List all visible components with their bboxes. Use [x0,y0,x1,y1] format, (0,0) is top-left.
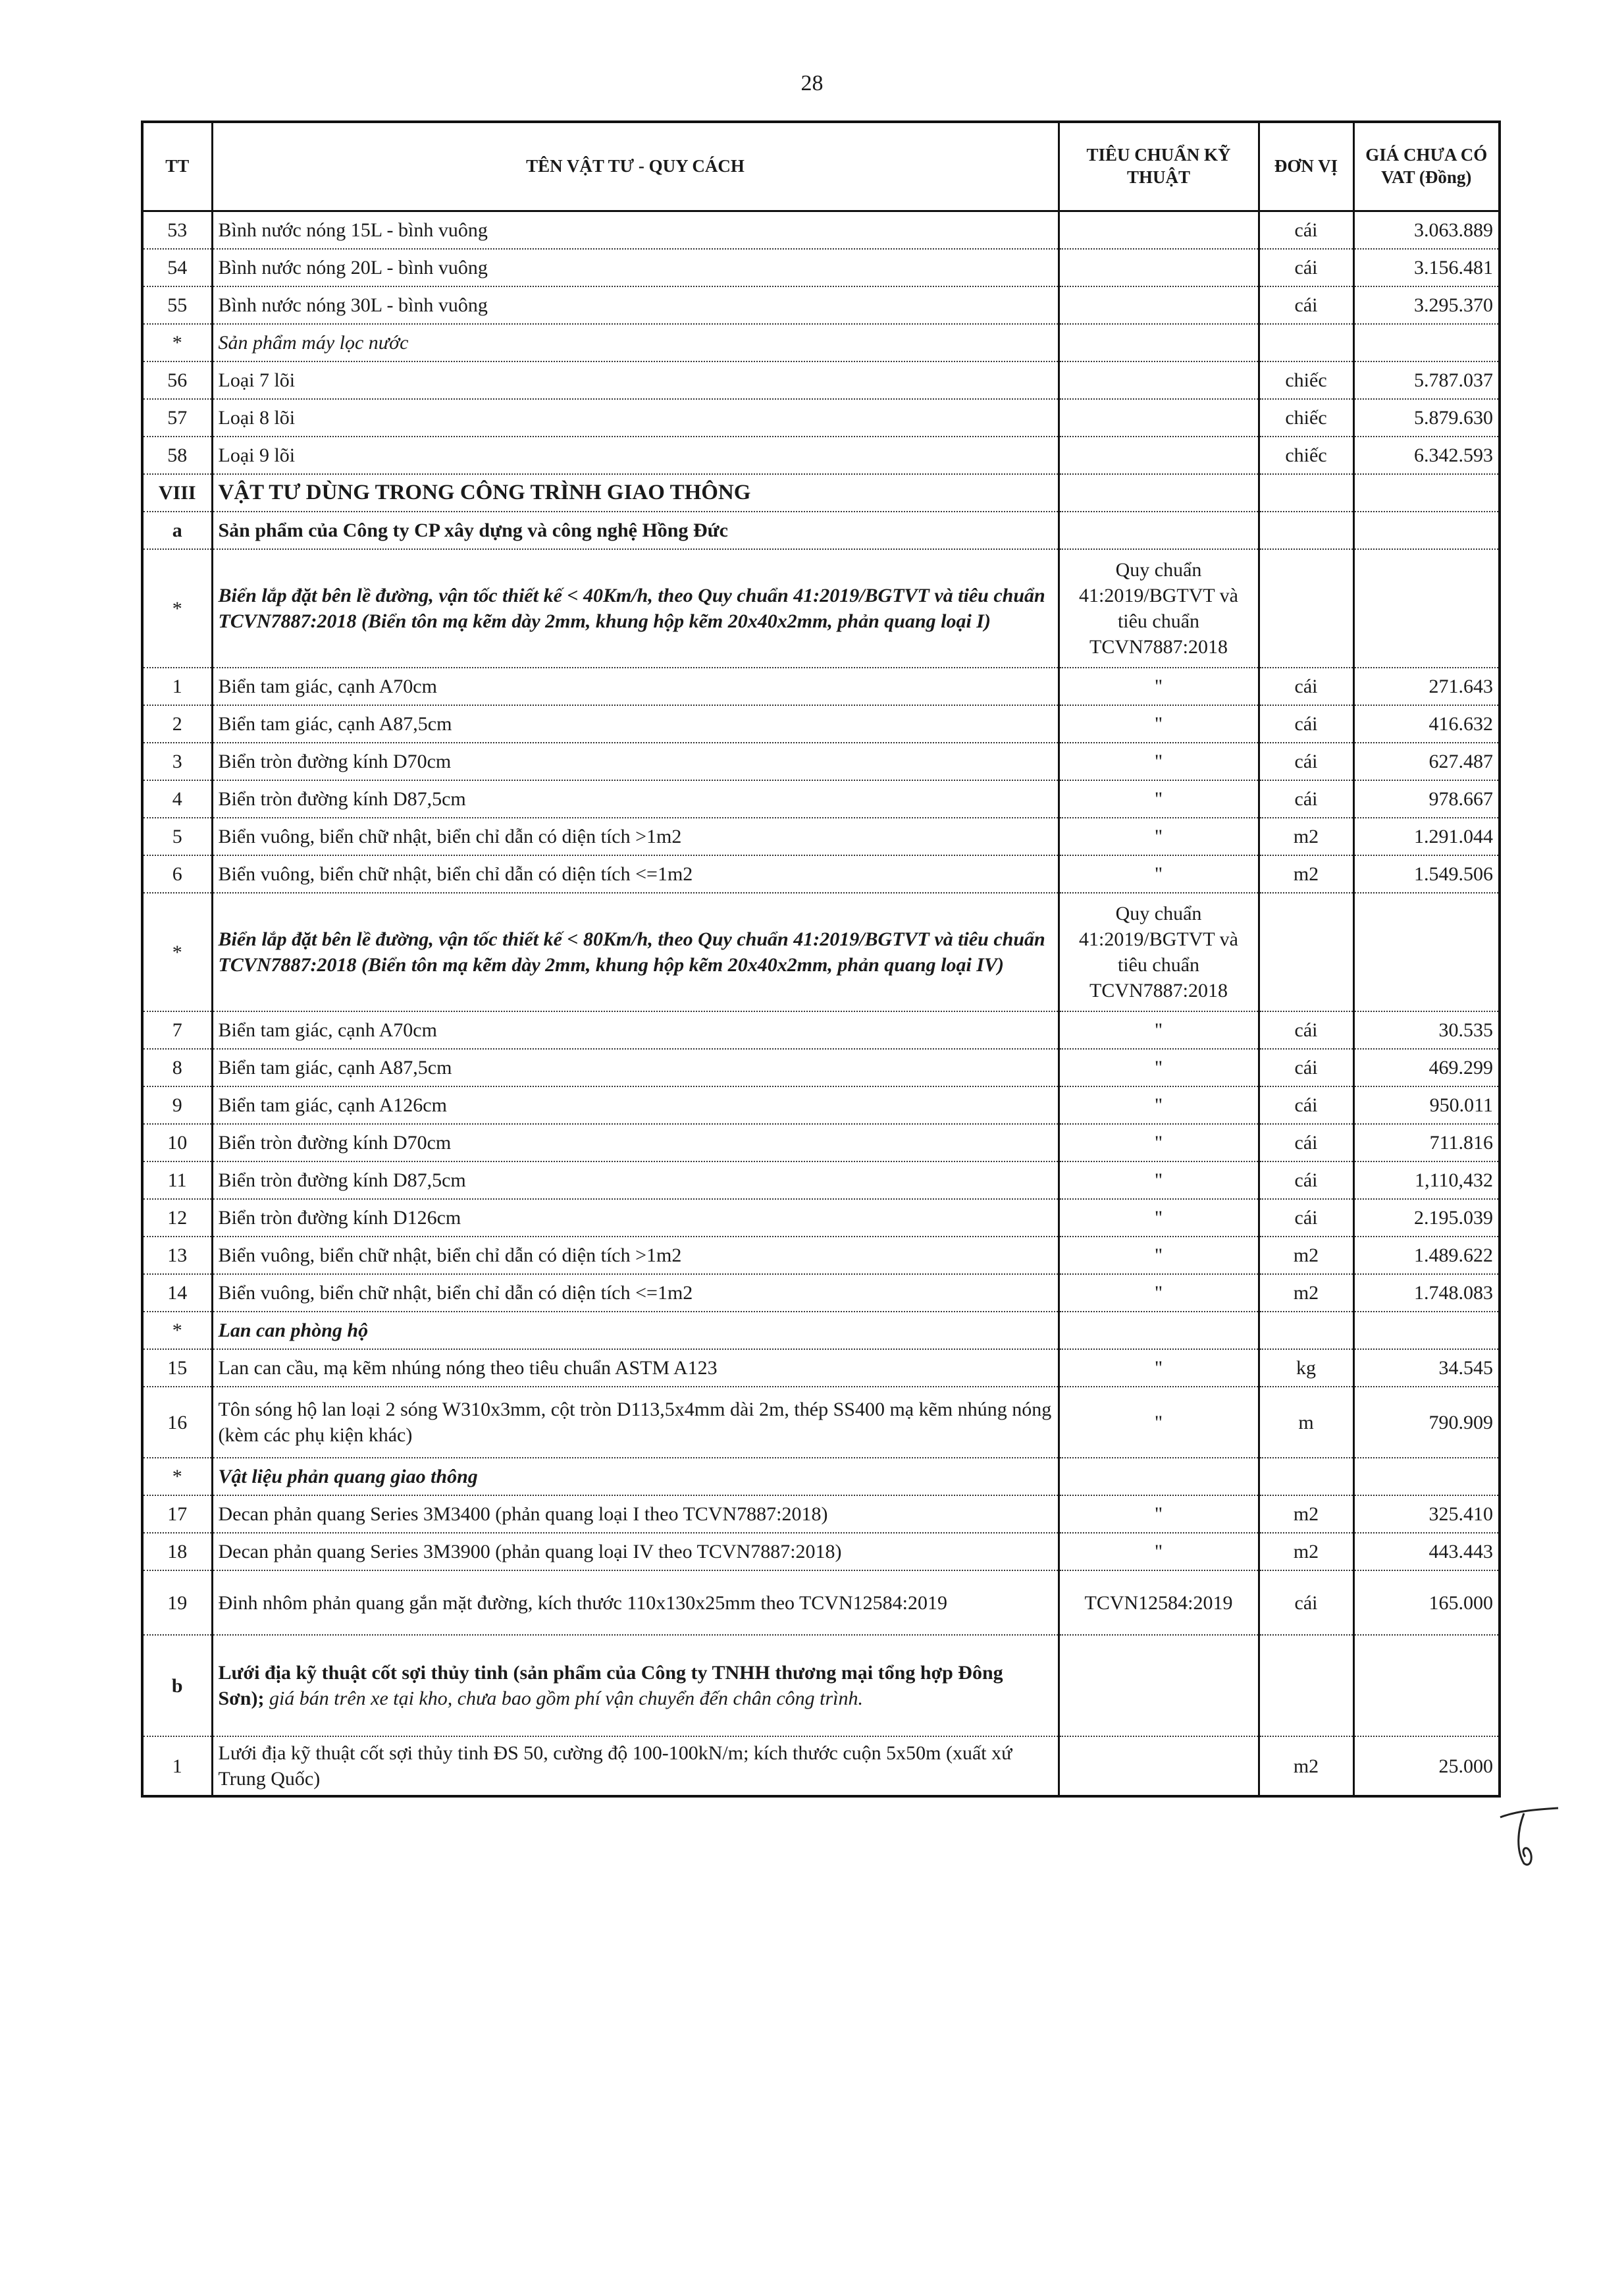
cell-tt: 1 [142,1736,212,1796]
table-row [142,1387,1500,1458]
cell-unit: cái [1259,743,1353,780]
group-row [142,1458,1500,1495]
cell-price: 2.195.039 [1353,1199,1500,1237]
cell-unit: kg [1259,1349,1353,1387]
subsection-row [142,1635,1500,1736]
cell-price: 3.295.370 [1353,286,1500,324]
table-row [142,1011,1500,1049]
cell-tt: * [142,1312,212,1349]
cell-unit: m2 [1259,1237,1353,1274]
cell-standard [1059,1635,1259,1736]
cell-tt: 8 [142,1049,212,1086]
cell-tt: 3 [142,743,212,780]
cell-name: Sản phẩm của Công ty CP xây dựng và công nghệ Hồng Đức [212,512,1059,549]
cell-price: 271.643 [1353,668,1500,705]
cell-price [1353,1458,1500,1495]
cell-standard: " [1059,1124,1259,1161]
cell-name: Bình nước nóng 30L - bình vuông [212,286,1059,324]
cell-name: Biển tròn đường kính D87,5cm [212,780,1059,818]
cell-standard: " [1059,1274,1259,1312]
cell-unit: chiếc [1259,361,1353,399]
cell-tt: 57 [142,399,212,437]
cell-price: 165.000 [1353,1570,1500,1635]
cell-unit [1259,893,1353,1011]
table-row [142,1274,1500,1312]
header-name: TÊN VẬT TƯ - QUY CÁCH [212,122,1059,211]
table-row [142,855,1500,893]
cell-tt: * [142,549,212,668]
table-row [142,780,1500,818]
cell-price [1353,1312,1500,1349]
cell-unit [1259,1635,1353,1736]
header-price: GIÁ CHƯA CÓ VAT (Đồng) [1353,122,1500,211]
group-row [142,549,1500,668]
cell-price: 443.443 [1353,1533,1500,1570]
table-row [142,1349,1500,1387]
cell-name: Loại 9 lõi [212,437,1059,474]
cell-standard [1059,249,1259,286]
cell-standard [1059,361,1259,399]
cell-tt: 16 [142,1387,212,1458]
header-tt: TT [142,122,212,211]
cell-standard: " [1059,1049,1259,1086]
cell-standard [1059,1458,1259,1495]
table-row [142,361,1500,399]
cell-tt: 5 [142,818,212,855]
cell-price [1353,474,1500,512]
cell-standard: " [1059,855,1259,893]
cell-unit: m2 [1259,1533,1353,1570]
cell-unit: m2 [1259,818,1353,855]
table-row [142,668,1500,705]
cell-standard [1059,324,1259,361]
cell-price: 1.489.622 [1353,1237,1500,1274]
cell-unit: m2 [1259,1495,1353,1533]
cell-name: Biển tròn đường kính D70cm [212,1124,1059,1161]
subsection-note: giá bán trên xe tại kho, chưa bao gồm phí vận chuyển đến chân công trình. [264,1688,863,1709]
cell-standard: " [1059,780,1259,818]
table-header-row [142,122,1500,211]
cell-standard [1059,286,1259,324]
cell-name [212,1635,1059,1736]
cell-price: 3.063.889 [1353,211,1500,250]
cell-tt: 7 [142,1011,212,1049]
cell-price [1353,893,1500,1011]
cell-name: VẬT TƯ DÙNG TRONG CÔNG TRÌNH GIAO THÔNG [212,474,1059,512]
cell-unit: cái [1259,286,1353,324]
cell-unit: cái [1259,211,1353,250]
cell-name: Lan can cầu, mạ kẽm nhúng nóng theo tiêu chuẩn ASTM A123 [212,1349,1059,1387]
table-row [142,1199,1500,1237]
cell-standard: " [1059,668,1259,705]
cell-tt: 4 [142,780,212,818]
cell-standard: Quy chuẩn 41:2019/BGTVT và tiêu chuẩn TCVN7887:2018 [1059,549,1259,668]
subsection-title: Lưới địa kỹ thuật cốt sợi thủy tinh (sản phẩm của Công ty TNHH thương mại tổng hợp Đông Sơn); [218,1662,1003,1709]
cell-price: 325.410 [1353,1495,1500,1533]
handwritten-signature [1498,1804,1560,1870]
cell-price: 711.816 [1353,1124,1500,1161]
cell-unit: cái [1259,1570,1353,1635]
cell-unit [1259,324,1353,361]
cell-standard: " [1059,1011,1259,1049]
cell-price: 1.291.044 [1353,818,1500,855]
cell-standard: " [1059,1086,1259,1124]
cell-price [1353,324,1500,361]
table-row [142,1161,1500,1199]
cell-price: 978.667 [1353,780,1500,818]
table-row [142,1049,1500,1086]
table-row [142,1086,1500,1124]
group-row [142,1312,1500,1349]
cell-name: Biển tam giác, cạnh A70cm [212,1011,1059,1049]
cell-tt: 10 [142,1124,212,1161]
cell-standard [1059,211,1259,250]
cell-standard: " [1059,1199,1259,1237]
cell-tt: VIII [142,474,212,512]
cell-tt: a [142,512,212,549]
cell-name: Biển tam giác, cạnh A70cm [212,668,1059,705]
cell-name: Biển vuông, biển chữ nhật, biển chỉ dẫn có diện tích >1m2 [212,1237,1059,1274]
cell-unit [1259,1458,1353,1495]
cell-unit: m2 [1259,1274,1353,1312]
cell-unit: cái [1259,668,1353,705]
cell-price: 790.909 [1353,1387,1500,1458]
cell-tt: 9 [142,1086,212,1124]
cell-tt: * [142,1458,212,1495]
cell-name: Bình nước nóng 15L - bình vuông [212,211,1059,250]
group-row [142,324,1500,361]
cell-unit: cái [1259,1049,1353,1086]
cell-standard: " [1059,1161,1259,1199]
cell-price: 30.535 [1353,1011,1500,1049]
cell-price: 5.787.037 [1353,361,1500,399]
cell-name: Biển tam giác, cạnh A126cm [212,1086,1059,1124]
cell-name: Vật liệu phản quang giao thông [212,1458,1059,1495]
cell-name: Biển tam giác, cạnh A87,5cm [212,1049,1059,1086]
cell-standard [1059,437,1259,474]
cell-tt: 55 [142,286,212,324]
cell-price: 1,110,432 [1353,1161,1500,1199]
cell-unit [1259,512,1353,549]
cell-unit: cái [1259,705,1353,743]
cell-unit: m2 [1259,1736,1353,1796]
cell-price: 627.487 [1353,743,1500,780]
cell-unit: chiếc [1259,399,1353,437]
cell-unit: cái [1259,1086,1353,1124]
cell-tt: b [142,1635,212,1736]
cell-name: Lưới địa kỹ thuật cốt sợi thủy tinh ĐS 50, cường độ 100-100kN/m; kích thước cuộn 5x50m (xuất xứ Trung Quốc) [212,1736,1059,1796]
cell-tt: 18 [142,1533,212,1570]
cell-unit [1259,1312,1353,1349]
cell-unit: chiếc [1259,437,1353,474]
cell-standard [1059,512,1259,549]
table-row [142,399,1500,437]
cell-unit: cái [1259,1124,1353,1161]
table-row [142,1237,1500,1274]
cell-tt: 54 [142,249,212,286]
cell-name: Biển lắp đặt bên lề đường, vận tốc thiết kế < 40Km/h, theo Quy chuẩn 41:2019/BGTVT và tiêu chuẩn TCVN7887:2018 (Biển tôn mạ kẽm dày 2mm, khung hộp kẽm 20x40x2mm, phản quang loại I) [212,549,1059,668]
cell-tt: * [142,893,212,1011]
cell-tt: 2 [142,705,212,743]
cell-tt: 17 [142,1495,212,1533]
cell-unit: cái [1259,249,1353,286]
cell-name: Đinh nhôm phản quang gắn mặt đường, kích thước 110x130x25mm theo TCVN12584:2019 [212,1570,1059,1635]
cell-standard: " [1059,1349,1259,1387]
table-row [142,743,1500,780]
cell-price [1353,549,1500,668]
table-row [142,437,1500,474]
cell-price: 1.549.506 [1353,855,1500,893]
cell-name: Biển tam giác, cạnh A87,5cm [212,705,1059,743]
cell-price: 950.011 [1353,1086,1500,1124]
table-row [142,286,1500,324]
cell-price: 25.000 [1353,1736,1500,1796]
cell-name: Tôn sóng hộ lan loại 2 sóng W310x3mm, cột tròn D113,5x4mm dài 2m, thép SS400 mạ kẽm nhúng nóng (kèm các phụ kiện khác) [212,1387,1059,1458]
cell-standard [1059,1736,1259,1796]
cell-name: Biển tròn đường kính D70cm [212,743,1059,780]
cell-unit: cái [1259,780,1353,818]
cell-standard [1059,1312,1259,1349]
cell-tt: 15 [142,1349,212,1387]
subsection-row [142,512,1500,549]
cell-standard: " [1059,705,1259,743]
cell-price [1353,512,1500,549]
cell-standard: " [1059,1387,1259,1458]
cell-tt: 53 [142,211,212,250]
cell-tt: * [142,324,212,361]
cell-name: Lan can phòng hộ [212,1312,1059,1349]
cell-tt: 58 [142,437,212,474]
cell-name: Biển tròn đường kính D87,5cm [212,1161,1059,1199]
cell-standard [1059,399,1259,437]
cell-tt: 14 [142,1274,212,1312]
cell-unit [1259,549,1353,668]
cell-name: Bình nước nóng 20L - bình vuông [212,249,1059,286]
cell-standard: Quy chuẩn 41:2019/BGTVT và tiêu chuẩn TCVN7887:2018 [1059,893,1259,1011]
table-row [142,1736,1500,1796]
table-row [142,705,1500,743]
table-row [142,211,1500,250]
cell-tt: 13 [142,1237,212,1274]
cell-price [1353,1635,1500,1736]
cell-name: Biển tròn đường kính D126cm [212,1199,1059,1237]
page-number: 28 [800,71,824,95]
cell-price: 1.748.083 [1353,1274,1500,1312]
cell-tt: 1 [142,668,212,705]
cell-name: Decan phản quang Series 3M3400 (phản quang loại I theo TCVN7887:2018) [212,1495,1059,1533]
cell-tt: 19 [142,1570,212,1635]
cell-name: Biển vuông, biển chữ nhật, biển chỉ dẫn có diện tích >1m2 [212,818,1059,855]
price-table [141,120,1501,1798]
header-standard: TIÊU CHUẨN KỸ THUẬT [1059,122,1259,211]
cell-unit [1259,474,1353,512]
cell-price: 469.299 [1353,1049,1500,1086]
cell-unit: cái [1259,1011,1353,1049]
table-row [142,1533,1500,1570]
cell-standard: " [1059,1533,1259,1570]
cell-tt: 56 [142,361,212,399]
cell-standard: " [1059,743,1259,780]
cell-standard: " [1059,1237,1259,1274]
table-row [142,1495,1500,1533]
cell-price: 6.342.593 [1353,437,1500,474]
cell-name: Biển lắp đặt bên lề đường, vận tốc thiết kế < 80Km/h, theo Quy chuẩn 41:2019/BGTVT và tiêu chuẩn TCVN7887:2018 (Biển tôn mạ kẽm dày 2mm, khung hộp kẽm 20x40x2mm, phản quang loại IV) [212,893,1059,1011]
cell-standard: " [1059,818,1259,855]
table-row [142,1570,1500,1635]
header-unit: ĐƠN VỊ [1259,122,1353,211]
cell-tt: 6 [142,855,212,893]
cell-name: Sản phẩm máy lọc nước [212,324,1059,361]
cell-price: 5.879.630 [1353,399,1500,437]
cell-price: 3.156.481 [1353,249,1500,286]
cell-name: Decan phản quang Series 3M3900 (phản quang loại IV theo TCVN7887:2018) [212,1533,1059,1570]
cell-unit: cái [1259,1199,1353,1237]
table-row [142,1124,1500,1161]
cell-unit: m2 [1259,855,1353,893]
table-row [142,249,1500,286]
cell-standard: TCVN12584:2019 [1059,1570,1259,1635]
section-row [142,474,1500,512]
cell-name: Biển vuông, biển chữ nhật, biển chỉ dẫn có diện tích <=1m2 [212,1274,1059,1312]
cell-standard: " [1059,1495,1259,1533]
cell-price: 416.632 [1353,705,1500,743]
cell-tt: 12 [142,1199,212,1237]
cell-unit: cái [1259,1161,1353,1199]
cell-name: Loại 7 lõi [212,361,1059,399]
group-row [142,893,1500,1011]
table-row [142,818,1500,855]
cell-name: Biển vuông, biển chữ nhật, biển chỉ dẫn có diện tích <=1m2 [212,855,1059,893]
cell-tt: 11 [142,1161,212,1199]
cell-unit: m [1259,1387,1353,1458]
cell-price: 34.545 [1353,1349,1500,1387]
cell-name: Loại 8 lõi [212,399,1059,437]
cell-standard [1059,474,1259,512]
